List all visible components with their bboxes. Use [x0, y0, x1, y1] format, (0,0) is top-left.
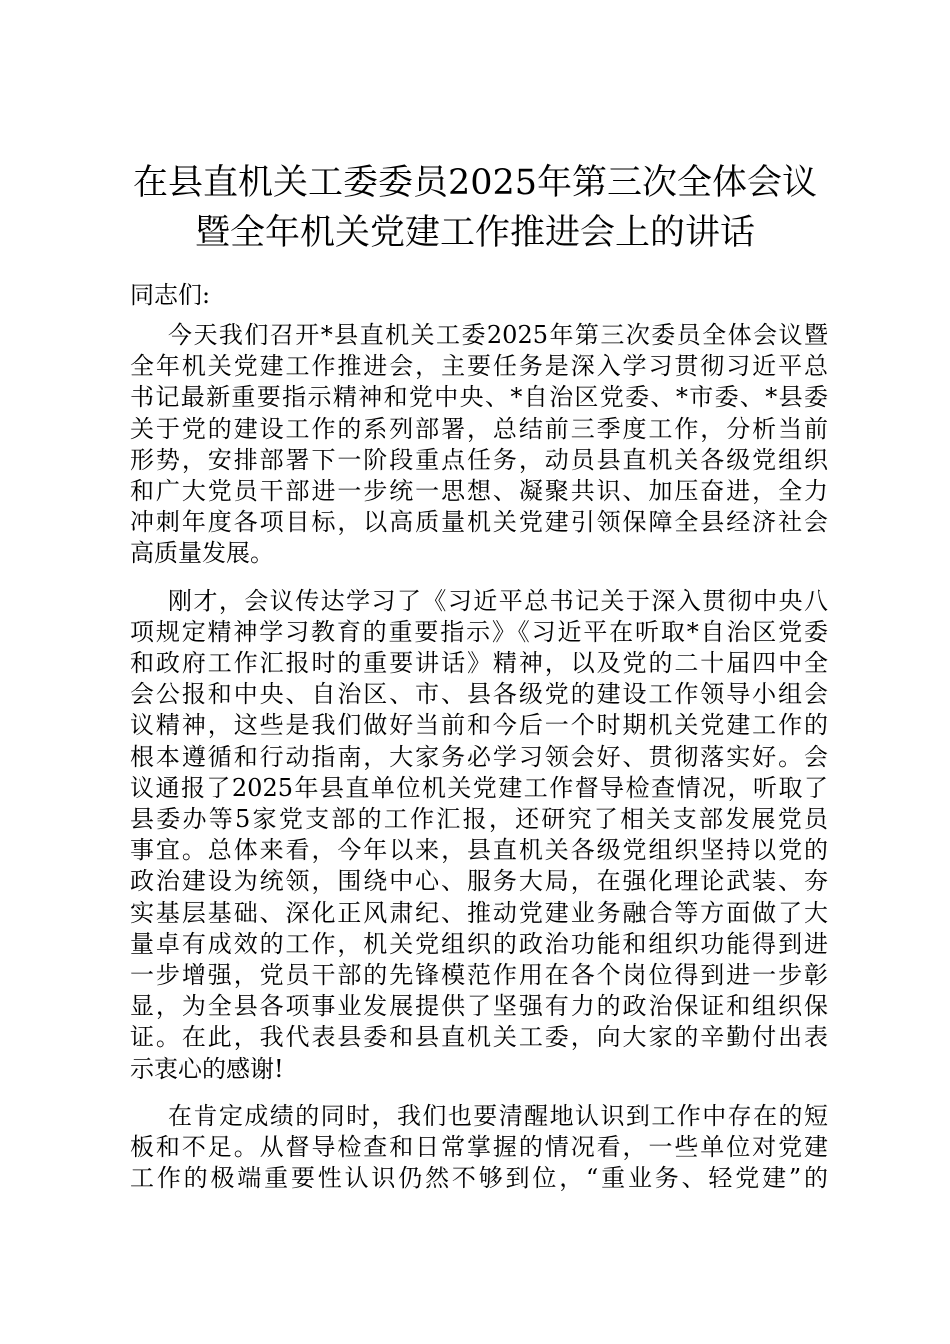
paragraph-container — [130, 320, 828, 1194]
paragraph — [130, 586, 828, 1085]
paragraph-line: 今天我们召开*县直机关工委2025年第三次委员全体会议暨 — [168, 321, 828, 349]
paragraph-line: 事宜。总体来看，今年以来，县直机关各级党组织坚持以党的 — [130, 836, 828, 865]
paragraph-line: 项规定精神学习教育的重要指示》《习近平在听取*自治区党委 — [130, 617, 828, 646]
paragraph-line: 和广大党员干部进一步统一思想、凝聚共识、加压奋进，全力 — [130, 477, 828, 506]
paragraph-line: 根本遵循和行动指南，大家务必学习领会好、贯彻落实好。会 — [130, 742, 828, 771]
paragraph-line: 在肯定成绩的同时，我们也要清醒地认识到工作中存在的短 — [168, 1101, 828, 1130]
paragraph-line: 板和不足。从督导检查和日常掌握的情况看，一些单位对党建 — [130, 1133, 828, 1162]
paragraph-line: 议通报了2025年县直单位机关党建工作督导检查情况，听取了 — [130, 773, 828, 802]
document-body — [130, 320, 828, 1210]
paragraph-line: 一步增强，党员干部的先锋模范作用在各个岗位得到进一步彰 — [130, 961, 828, 990]
paragraph — [130, 320, 828, 570]
paragraph-line: 显，为全县各项事业发展提供了坚强有力的政治保证和组织保 — [130, 992, 828, 1021]
paragraph-line: 高质量发展。 — [130, 539, 274, 568]
salutation: 同志们: — [130, 281, 211, 309]
paragraph-line: 议精神，这些是我们做好当前和今后一个时期机关党建工作的 — [130, 711, 828, 740]
paragraph-line: 全年机关党建工作推进会，主要任务是深入学习贯彻习近平总 — [130, 352, 828, 381]
paragraph-line: 书记最新重要指示精神和党中央、*自治区党委、*市委、*县委 — [130, 383, 828, 412]
paragraph-line: 关于党的建设工作的系列部署，总结前三季度工作，分析当前 — [130, 414, 828, 443]
paragraph-line: 实基层基础、深化正风肃纪、推动党建业务融合等方面做了大 — [130, 898, 828, 927]
paragraph-line: 政治建设为统领，围绕中心、服务大局，在强化理论武装、夯 — [130, 867, 828, 896]
paragraph-line: 工作的极端重要性认识仍然不够到位，“重业务、轻党建”的 — [130, 1164, 828, 1193]
paragraph-line: 形势，安排部署下一阶段重点任务，动员县直机关各级党组织 — [130, 445, 828, 474]
title-line-2: 暨全年机关党建工作推进会上的讲话 — [194, 213, 755, 253]
paragraph-line: 证。在此，我代表县委和县直机关工委，向大家的辛勤付出表 — [130, 1023, 828, 1052]
paragraph-line: 量卓有成效的工作，机关党组织的政治功能和组织功能得到进 — [130, 929, 828, 958]
paragraph-line: 县委办等5家党支部的工作汇报，还研究了相关支部发展党员 — [130, 805, 828, 834]
paragraph-line: 示衷心的感谢! — [130, 1054, 284, 1083]
paragraph-line: 会公报和中央、自治区、市、县各级党的建设工作领导小组会 — [130, 680, 828, 709]
paragraph-line: 刚才，会议传达学习了《习近平总书记关于深入贯彻中央八 — [168, 586, 828, 615]
document-title — [120, 158, 830, 258]
title-line-1: 在县直机关工委委员2025年第三次全体会议 — [132, 163, 818, 203]
paragraph — [130, 1101, 828, 1195]
paragraph-line: 冲刺年度各项目标，以高质量机关党建引领保障全县经济社会 — [130, 508, 828, 537]
paragraph-line: 和政府工作汇报时的重要讲话》精神，以及党的二十届四中全 — [130, 649, 828, 678]
